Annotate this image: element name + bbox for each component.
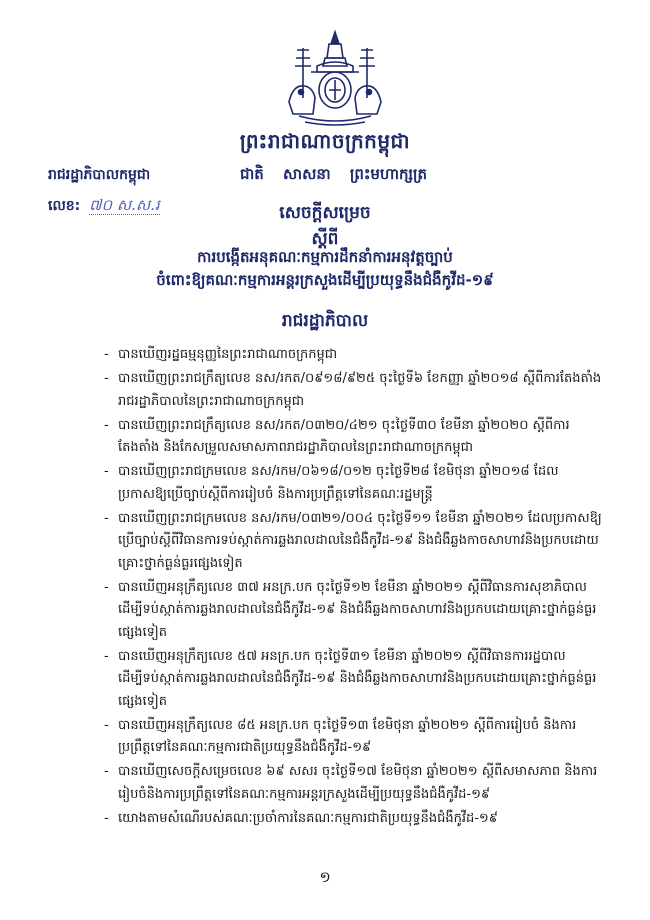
list-item: - បានឃើញអនុក្រឹត្យលេខ ៥៧ អនក្រ.បក ចុះថ្ងៃទី៣១ ខែមីនា ឆ្នាំ២០២១ ស្តីពីវិធានការរដ្ឋបាលដើម្បីទប់ស្កាត់ការឆ្លងរាលដាលនៃជំងឺកូវីដ-១៩ និងជំងឺឆ្លងកាចសាហាវនិងប្រកបដោយគ្រោះថ្នាក់ធ្ងន់ធ្ងរផ្សេងទៀត [104, 646, 604, 714]
page-number: ១ [319, 868, 331, 886]
list-item: - បានឃើញរដ្ឋធម្មនុញ្ញនៃព្រះរាជាណាចក្រកម្ពុជា [104, 344, 604, 367]
list-item: - បានឃើញព្រះរាជក្រឹត្យលេខ នស/រកត/០៣២០/៤២១ ចុះថ្ងៃទី៣០ ខែមីនា ឆ្នាំ២០២០ ស្តីពីការតែងតាំង និងកែសម្រួលសមាសភាពរាជរដ្ឋាភិបាលនៃព្រះរាជាណាចក្រកម្ពុជា [104, 415, 604, 460]
list-item: - បានឃើញអនុក្រឹត្យលេខ ៨៥ អនក្រ.បក ចុះថ្ងៃទី១៣ ខែមិថុនា ឆ្នាំ២០២១ ស្តីពីការរៀបចំ និងការប្រព្រឹត្តទៅនៃគណៈកម្មការជាតិប្រយុទ្ធនឹងជំងឺកូវីដ-១៩ [104, 715, 604, 760]
document-type: សេចក្តីសម្រេច [279, 203, 371, 223]
issuing-authority: រាជរដ្ឋាភិបាល [281, 311, 369, 331]
list-item: - បានឃើញព្រះរាជក្រឹត្យលេខ នស/រកត/០៩១៨/៩២៥ ចុះថ្ងៃទី៦ ខែកញ្ញា ឆ្នាំ២០១៨ ស្តីពីការតែងតាំងរាជរដ្ឋាភិបាលនៃព្រះរាជាណាចក្រកម្ពុជា [104, 368, 604, 413]
number-value: ៧០ ស.ស.រ [89, 196, 160, 214]
kingdom-title: ព្រះរាជាណាចក្រកម្ពុជា [239, 129, 411, 153]
subject-line-1: ការបង្កើតអនុគណៈកម្មការដឹកនាំការអនុវត្តច្បាប់ [197, 248, 453, 266]
concerning-label: ស្តីពី [311, 229, 339, 249]
reference-list [104, 344, 604, 832]
subject-line-2: ចំពោះឱ្យគណៈកម្មការអន្តរក្រសួងដើម្បីប្រយុទ្ធនឹងជំងឺកូវីដ-១៩ [156, 271, 494, 289]
national-motto: ជាតិ សាសនា ព្រះមហាក្សត្រ [240, 165, 427, 183]
list-item: - យោងតាមសំណើរបស់គណៈប្រចាំការនៃគណៈកម្មការជាតិប្រយុទ្ធនឹងជំងឺកូវីដ-១៩ [104, 808, 604, 831]
list-item: - បានឃើញព្រះរាជក្រមលេខ នស/រកម/០៦១៨/០១២ ចុះថ្ងៃទី២៨ ខែមិថុនា ឆ្នាំ២០១៨ ដែលប្រកាសឱ្យប្រើច្បាប់ស្តីពីការរៀបចំ និងការប្រព្រឹត្តទៅនៃគណៈរដ្ឋមន្ត្រី [104, 461, 604, 506]
list-item: - បានឃើញអនុក្រឹត្យលេខ ៣៧ អនក្រ.បក ចុះថ្ងៃទី១២ ខែមីនា ឆ្នាំ២០២១ ស្តីពីវិធានការសុខាភិបាលដើម្បីទប់ស្កាត់ការឆ្លងរាលដាលនៃជំងឺកូវីដ-១៩ និងជំងឺឆ្លងកាចសាហាវនិងប្រកបដោយគ្រោះថ្នាក់ធ្ងន់ធ្ងរផ្សេងទៀត [104, 577, 604, 645]
government-name: រាជរដ្ឋាភិបាលកម្ពុជា [48, 167, 151, 183]
royal-emblem-icon [279, 28, 391, 128]
number-label: លេខ: [48, 198, 81, 214]
list-item: - បានឃើញសេចក្តីសម្រេចលេខ ៦៩ សសរ ចុះថ្ងៃទី១៧ ខែមិថុនា ឆ្នាំ២០២១ ស្តីពីសមាសភាព និងការរៀបចំនិងការប្រព្រឹត្តទៅនៃគណៈកម្មការអន្តរក្រសួងដើម្បីប្រយុទ្ធនឹងជំងឺកូវីដ-១៩ [104, 761, 604, 806]
list-item: - បានឃើញព្រះរាជក្រមលេខ នស/រកម/០៣២១/០០៤ ចុះថ្ងៃទី១១ ខែមីនា ឆ្នាំ២០២១ ដែលប្រកាសឱ្យប្រើច្បាប់ស្តីពីវិធានការទប់ស្កាត់ការឆ្លងរាលដាលនៃជំងឺកូវីដ-១៩ និងជំងឺឆ្លងកាចសាហាវនិងប្រកបដោយគ្រោះថ្នាក់ធ្ងន់ធ្ងរផ្សេងទៀត [104, 508, 604, 576]
